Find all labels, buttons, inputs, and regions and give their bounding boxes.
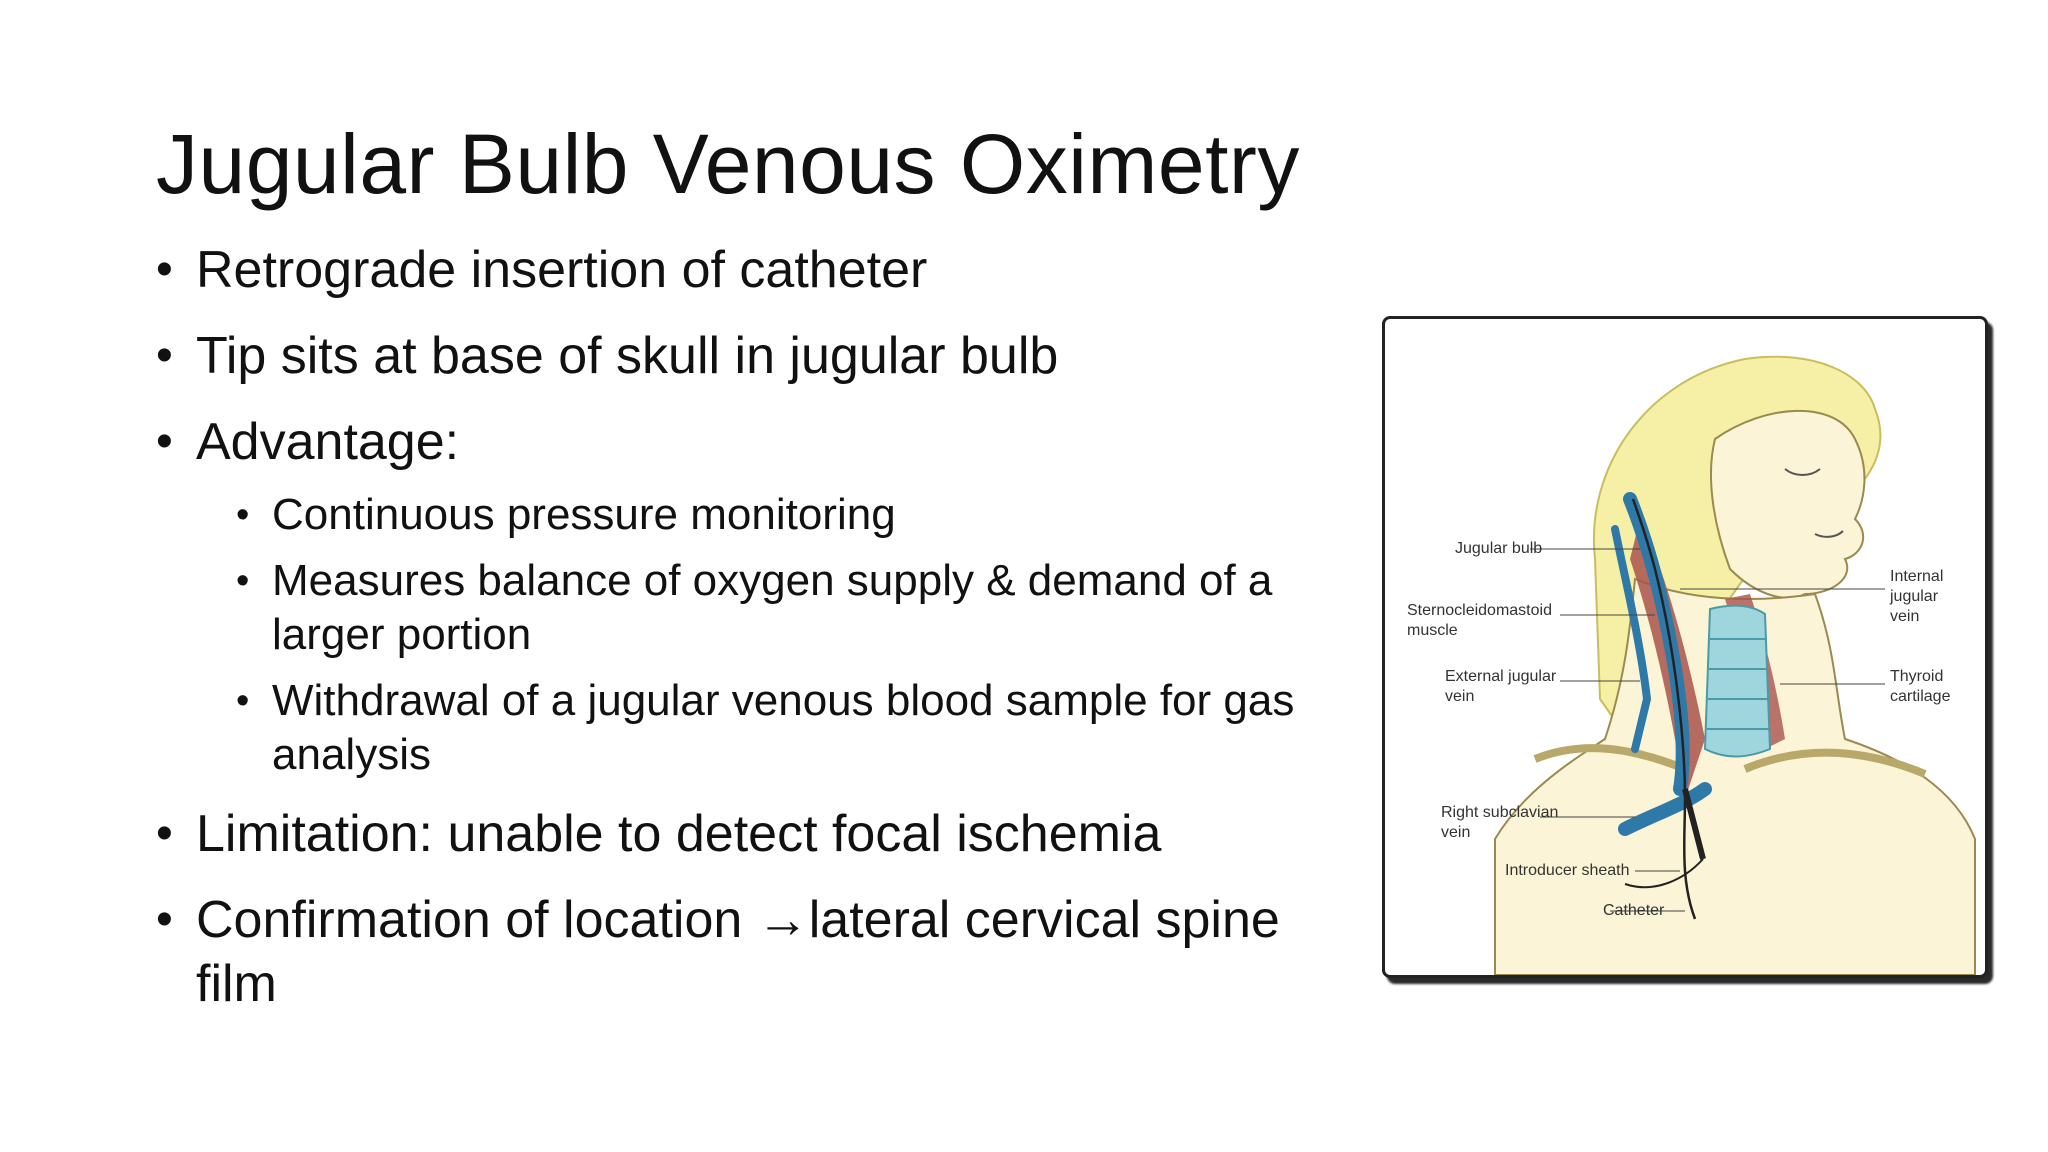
- sub-bullet-item: [236, 488, 1366, 542]
- bullet-text: Confirmation of location →lateral cervical spine film: [196, 891, 1280, 1013]
- sub-bullet-text: Withdrawal of a jugular venous blood sample for gas analysis: [272, 676, 1295, 779]
- label-introducer-sheath: Introducer sheath: [1505, 862, 1630, 879]
- neck-anatomy-illustration-icon: [1385, 319, 1985, 975]
- sub-bullet-text: Measures balance of oxygen supply & demand of a larger portion: [272, 556, 1273, 659]
- bullet-item: [156, 324, 1366, 388]
- sub-bullet-item: [236, 674, 1366, 782]
- bullet-text: Tip sits at base of skull in jugular bulb: [196, 327, 1059, 385]
- label-internal: Internal: [1890, 568, 1944, 585]
- label-sternocleidomastoid: Sternocleidomastoid: [1407, 602, 1552, 619]
- bullet-glyph: •: [156, 329, 173, 382]
- label-thyroid: Thyroid: [1890, 668, 1944, 685]
- bullet-glyph: •: [236, 680, 250, 722]
- sub-bullet-text: Continuous pressure monitoring: [272, 490, 896, 539]
- label-catheter: Catheter: [1603, 902, 1665, 919]
- label-muscle: muscle: [1407, 622, 1458, 639]
- bullet-glyph: •: [236, 494, 250, 536]
- bullet-glyph: •: [156, 807, 173, 860]
- sub-bullet-list: [156, 488, 1366, 782]
- bullet-text: Advantage:: [196, 413, 460, 471]
- bullet-item: [156, 410, 1366, 474]
- label-cartilage: cartilage: [1890, 688, 1951, 705]
- label-right-subclavian: Right subclavian: [1441, 804, 1559, 821]
- bullet-glyph: •: [236, 560, 250, 602]
- bullet-item: [156, 802, 1366, 866]
- bullet-glyph: •: [156, 243, 173, 296]
- trachea-shape: [1705, 606, 1770, 757]
- label-right-subclavian-vein: vein: [1441, 824, 1471, 841]
- bullet-item: [156, 238, 1366, 302]
- sub-bullet-item: [236, 554, 1366, 662]
- label-external-jugular: External jugular: [1445, 668, 1557, 685]
- bullet-text: Limitation: unable to detect focal ischemia: [196, 805, 1162, 863]
- label-external-jugular-vein: vein: [1445, 688, 1475, 705]
- label-jugular: jugular: [1890, 588, 1939, 605]
- bullet-item: [156, 888, 1366, 1016]
- label-jugular-bulb: Jugular bulb: [1455, 540, 1543, 557]
- bullet-list: [156, 238, 1366, 1038]
- bullet-glyph: •: [156, 415, 173, 468]
- bullet-text: Retrograde insertion of catheter: [196, 241, 928, 299]
- bullet-glyph: •: [156, 893, 173, 946]
- neck-anatomy-figure: [1382, 316, 1988, 978]
- face-shape: [1711, 411, 1864, 598]
- slide-title: Jugular Bulb Venous Oximetry: [156, 117, 1300, 211]
- label-vein: vein: [1890, 608, 1920, 625]
